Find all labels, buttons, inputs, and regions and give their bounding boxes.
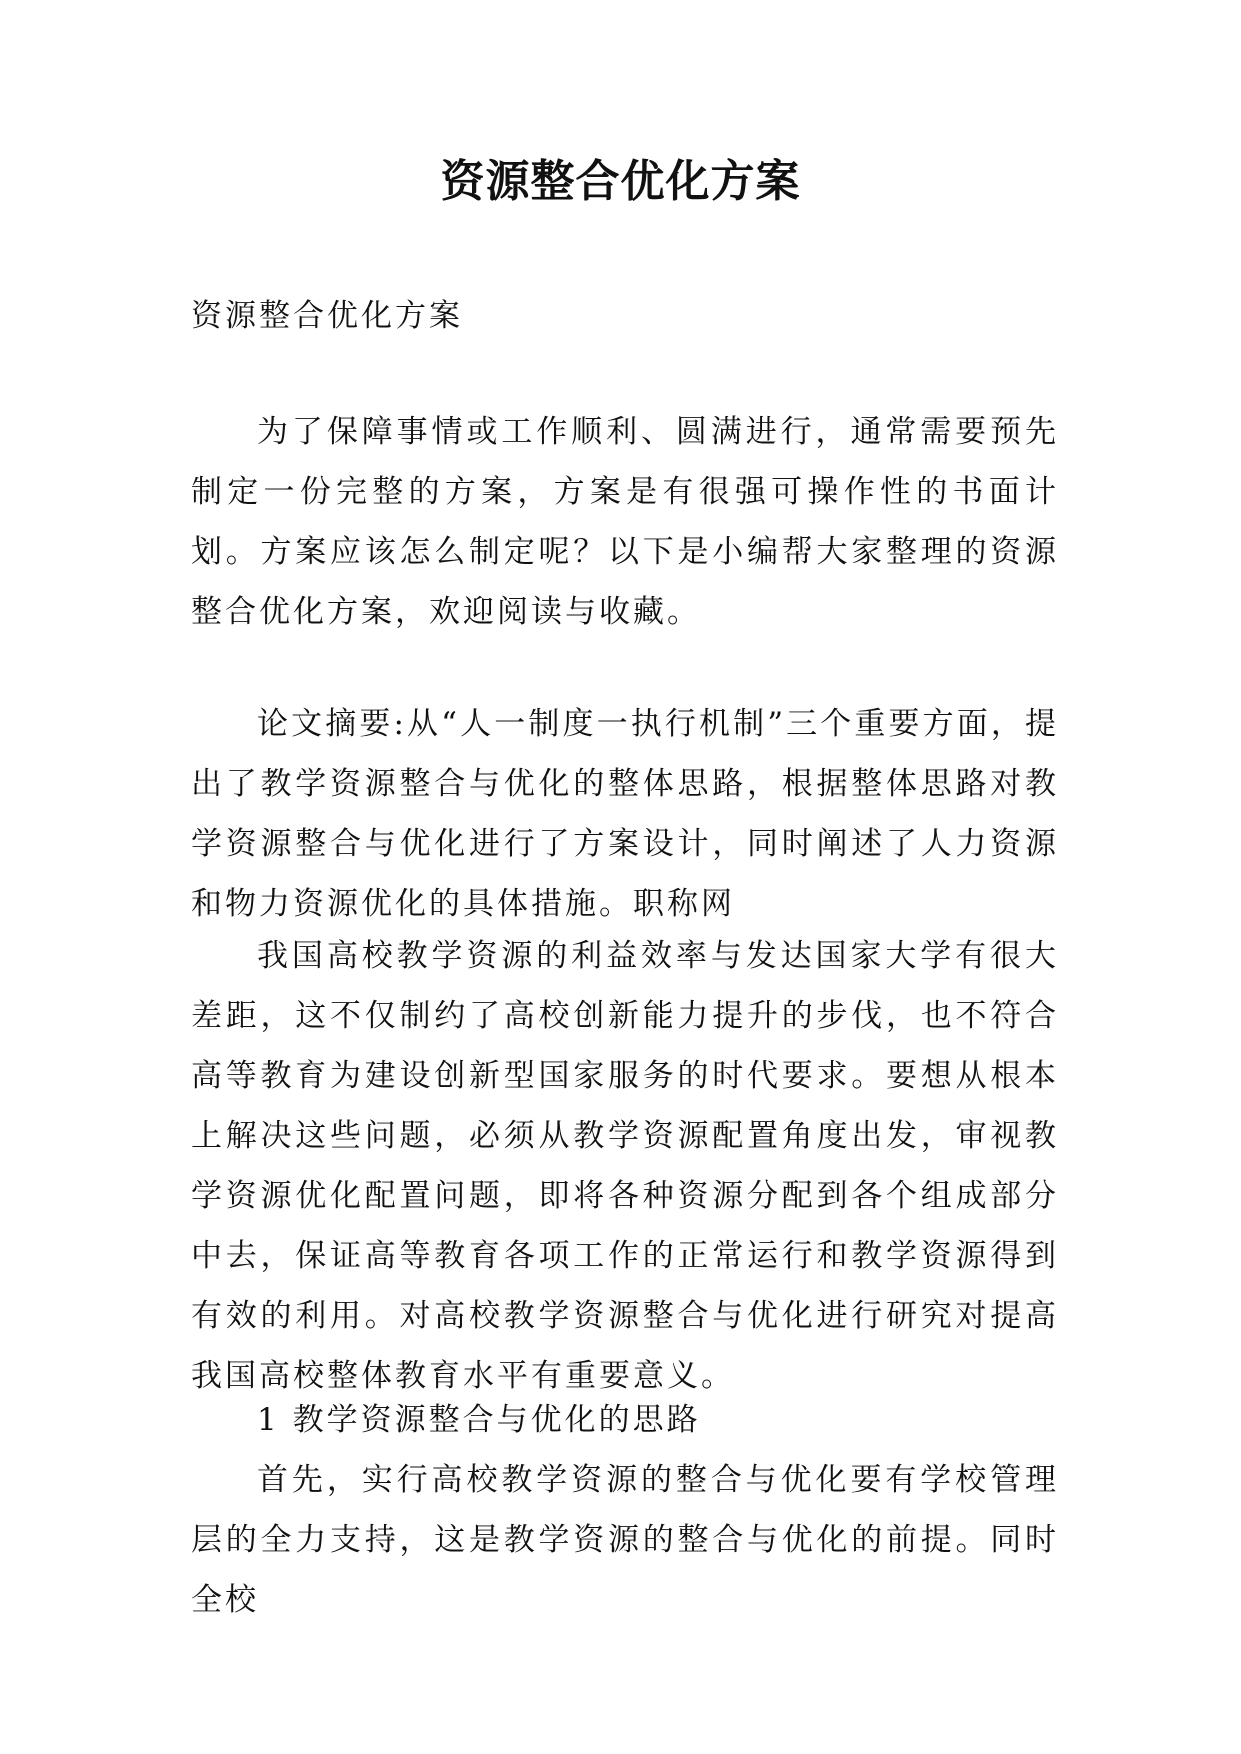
section-paragraph: 首先，实行高校教学资源的整合与优化要有学校管理层的全力支持，这是教学资源的整合与优化的前提。同时全校: [191, 1462, 1059, 1618]
abstract-paragraph: 论文摘要:从“人一制度一执行机制”三个重要方面，提出了教学资源整合与优化的整体思路，根据整体思路对教学资源整合与优化进行了方案设计，同时阐述了人力资源和物力资源优化的具体措施。职称网: [191, 706, 1059, 922]
background-paragraph: 我国高校教学资源的利益效率与发达国家大学有很大差距，这不仅制约了高校创新能力提升的步伐，也不符合高等教育为建设创新型国家服务的时代要求。要想从根本上解决这些问题，必须从教学资源配置角度出发，审视教学资源优化配置问题，即将各种资源分配到各个组成部分中去，保证高等教育各项工作的正常运行和教学资源得到有效的利用。对高校教学资源整合与优化进行研究对提高我国高校整体教育水平有重要意义。: [191, 938, 1059, 1394]
document-title: 资源整合优化方案: [440, 156, 801, 207]
section-heading: 1 教学资源整合与优化的思路: [257, 1402, 701, 1438]
document-subtitle: 资源整合优化方案: [191, 298, 463, 334]
intro-paragraph: 为了保障事情或工作顺利、圆满进行，通常需要预先制定一份完整的方案，方案是有很强可操作性的书面计划。方案应该怎么制定呢？以下是小编帮大家整理的资源整合优化方案，欢迎阅读与收藏。: [191, 414, 1059, 630]
